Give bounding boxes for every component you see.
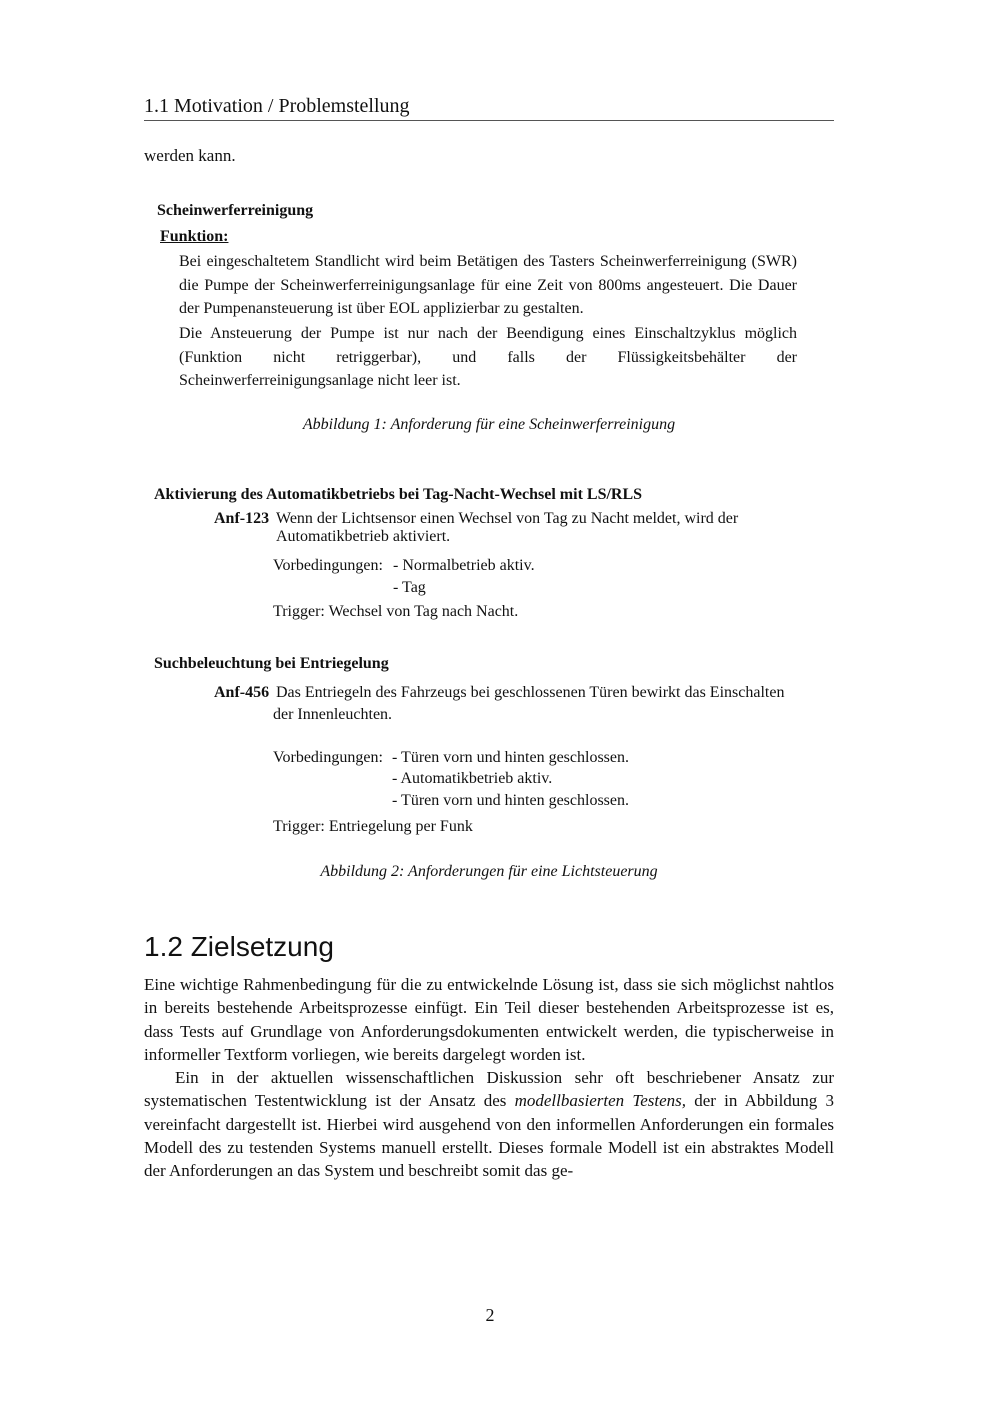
req2-preconditions-label: Vorbedingungen:: [273, 749, 383, 766]
running-header: 1.1 Motivation / Problemstellung: [144, 94, 834, 121]
req2-precondition-item: - Türen vorn und hinten geschlossen.: [392, 792, 629, 809]
figure1-function-label: Funktion:: [160, 228, 229, 245]
section-paragraph2: [144, 1066, 834, 1182]
req1-preconditions-label: Vorbedingungen:: [273, 557, 383, 574]
req2-text-line2: der Innenleuchten.: [273, 706, 393, 723]
req2-precondition-item: - Türen vorn und hinten geschlossen.: [392, 749, 629, 766]
req2-title: Suchbeleuchtung bei Entriegelung: [154, 655, 389, 672]
req2-trigger: Trigger: Entriegelung per Funk: [273, 818, 473, 835]
req1-trigger: Trigger: Wechsel von Tag nach Nacht.: [273, 603, 519, 620]
req1-title: Aktivierung des Automatikbetriebs bei Tag-Nacht-Wechsel mit LS/RLS: [154, 486, 643, 503]
req2-id: Anf-456: [214, 684, 270, 701]
req1-precondition-item: - Normalbetrieb aktiv.: [393, 557, 535, 574]
figure1-title: Scheinwerferreinigung: [157, 202, 314, 219]
req2-text-line1: Das Entriegeln des Fahrzeugs bei geschlossenen Türen bewirkt das Einschalten: [276, 684, 785, 701]
paragraph2-text: Ein in der aktuellen wissenschaftlichen Diskussion sehr oft beschriebener Ansatz zur systematischen Testentwicklung ist der Ansatz des: [144, 1068, 834, 1111]
figure1-caption: Abbildung 1: Anforderung für eine Scheinwerferreinigung: [302, 416, 676, 433]
figure1-paragraph1: Bei eingeschaltetem Standlicht wird beim Betätigen des Tasters Scheinwerferreinigung (SWR) die Pumpe der Scheinwerferreinigungsanlage für eine Zeit von 800ms angesteuert. Die Dauer der Pumpenansteuerung ist über EOL applizierbar zu gestalten.: [179, 253, 797, 317]
figure1-paragraph2: Die Ansteuerung der Pumpe ist nur nach der Beendigung eines Einschaltzyklus möglich (Funktion nicht retriggerbar), und falls der Flüssigkeitsbehälter der Scheinwerferreinigungsanlage nicht leer ist.: [179, 325, 797, 389]
req1-precondition-item: - Tag: [393, 579, 426, 596]
req2-precondition-item: - Automatikbetrieb aktiv.: [392, 770, 553, 787]
req1-text-line2: Automatikbetrieb aktiviert.: [276, 528, 451, 545]
paragraph2-text-continued: der in Abbildung 3 vereinfacht dargestellt ist. Hierbei wird ausgehend von den informellen Anforderungen ein formales Modell des zu testenden Systems manuell erstellt. Dieses formale Modell ist ein abstraktes Modell der Anforderungen an das System und beschreibt somit das ge-: [144, 1091, 834, 1181]
req1-id: Anf-123: [214, 510, 270, 527]
section-paragraph1: Eine wichtige Rahmenbedingung für die zu entwickelnde Lösung ist, dass sie sich möglichst nahtlos in bereits bestehende Arbeitsprozesse einfügt. Ein Teil dieser bestehenden Arbeitsprozesse ist es, dass Tests auf Grundlage von Anforderungsdokumenten entwickelt werden, die typischerweise in informeller Textform vorliegen, wie bereits dargelegt worden ist.: [144, 975, 834, 1064]
intro-text: werden kann.: [144, 146, 236, 165]
page-number: 2: [485, 1305, 495, 1325]
req1-text-line1: Wenn der Lichtsensor einen Wechsel von Tag zu Nacht meldet, wird der: [276, 510, 739, 527]
paragraph2-emphasis: modellbasierten Testens,: [514, 1091, 687, 1111]
section-heading: 1.2 Zielsetzung: [144, 931, 334, 962]
figure2-caption: Abbildung 2: Anforderungen für eine Lichtsteuerung: [320, 863, 658, 880]
